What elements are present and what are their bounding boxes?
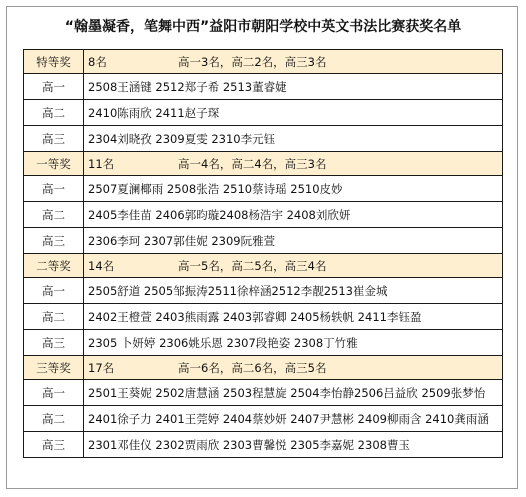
- winners-cell: 2507夏澜椰雨 2508张浩 2510蔡诗瑶 2510皮妙: [84, 176, 503, 202]
- table-row: [24, 406, 503, 432]
- winners-cell: 2501王葵妮 2502唐慧涵 2503程慧旋 2504李怡静2506吕益欣 2509张梦怡: [84, 380, 503, 406]
- page-title: “翰墨凝香，笔舞中西”益阳市朝阳学校中英文书法比赛获奖名单: [64, 19, 462, 35]
- winners-cell: 2402王橙萱 2403熊雨露 2403郭睿卿 2405杨轶帆 2411李钰盈: [84, 304, 503, 330]
- grade-cell: 高一: [24, 176, 84, 202]
- table-row: [24, 126, 503, 152]
- table-row: [24, 202, 503, 228]
- grade-cell: 高三: [24, 228, 84, 254]
- table-row: [24, 176, 503, 202]
- prize-level: 三等奖: [24, 356, 84, 380]
- prize-summary: [84, 152, 503, 176]
- winners-cell: 2410陈雨欣 2411赵子琛: [84, 100, 503, 126]
- prize-breakdown: 高一4名，高二4名，高三3名: [178, 156, 327, 171]
- winners-cell: 2304刘晓孜 2309夏雯 2310李元钰: [84, 126, 503, 152]
- grade-cell: 高三: [24, 330, 84, 356]
- grade-cell: 高三: [24, 126, 84, 152]
- prize-count: 11名: [88, 156, 115, 171]
- table-row: [24, 74, 503, 100]
- winners-cell: 2306李珂 2307郭佳妮 2309阮雅萱: [84, 228, 503, 254]
- prize-header-row: [24, 152, 503, 176]
- awards-table: [23, 49, 503, 458]
- winners-cell: 2508王涵键 2512郑子希 2513董睿婕: [84, 74, 503, 100]
- winners-cell: 2305 卜妍婷 2306姚乐恩 2307段艳姿 2308丁竹雅: [84, 330, 503, 356]
- grade-cell: 高一: [24, 380, 84, 406]
- prize-level: 特等奖: [24, 50, 84, 74]
- table-row: [24, 432, 503, 458]
- prize-level: 二等奖: [24, 254, 84, 278]
- table-row: [24, 278, 503, 304]
- grade-cell: 高二: [24, 406, 84, 432]
- grade-cell: 高一: [24, 74, 84, 100]
- table-row: [24, 228, 503, 254]
- prize-summary: [84, 356, 503, 380]
- prize-summary: [84, 50, 503, 74]
- winners-cell: 2505舒道 2505邹振涛2511徐梓涵2512李靓2513崔金城: [84, 278, 503, 304]
- prize-level: 一等奖: [24, 152, 84, 176]
- table-row: [24, 304, 503, 330]
- prize-summary: [84, 254, 503, 278]
- winners-cell: 2405李佳苗 2406郭昀璇2408杨浩宇 2408刘欣妍: [84, 202, 503, 228]
- winners-cell: 2401徐子力 2401王莞婷 2404蔡妙妍 2407尹慧彬 2409柳雨含 2410龚雨涵: [84, 406, 503, 432]
- grade-cell: 高二: [24, 100, 84, 126]
- grade-cell: 高一: [24, 278, 84, 304]
- prize-count: 14名: [88, 258, 115, 273]
- prize-breakdown: 高一6名，高二6名，高三5名: [178, 360, 327, 375]
- grade-cell: 高二: [24, 202, 84, 228]
- prize-header-row: [24, 254, 503, 278]
- table-row: [24, 380, 503, 406]
- prize-count: 8名: [88, 54, 107, 69]
- table-row: [24, 330, 503, 356]
- grade-cell: 高三: [24, 432, 84, 458]
- prize-breakdown: 高一5名，高二5名，高三4名: [178, 258, 327, 273]
- prize-count: 17名: [88, 360, 115, 375]
- table-row: [24, 100, 503, 126]
- grade-cell: 高二: [24, 304, 84, 330]
- prize-header-row: [24, 356, 503, 380]
- winners-cell: 2301邓佳仪 2302贾雨欣 2303曹馨悦 2305李嘉妮 2308曹玉: [84, 432, 503, 458]
- prize-breakdown: 高一3名，高二2名，高三3名: [178, 54, 327, 69]
- prize-header-row: [24, 50, 503, 74]
